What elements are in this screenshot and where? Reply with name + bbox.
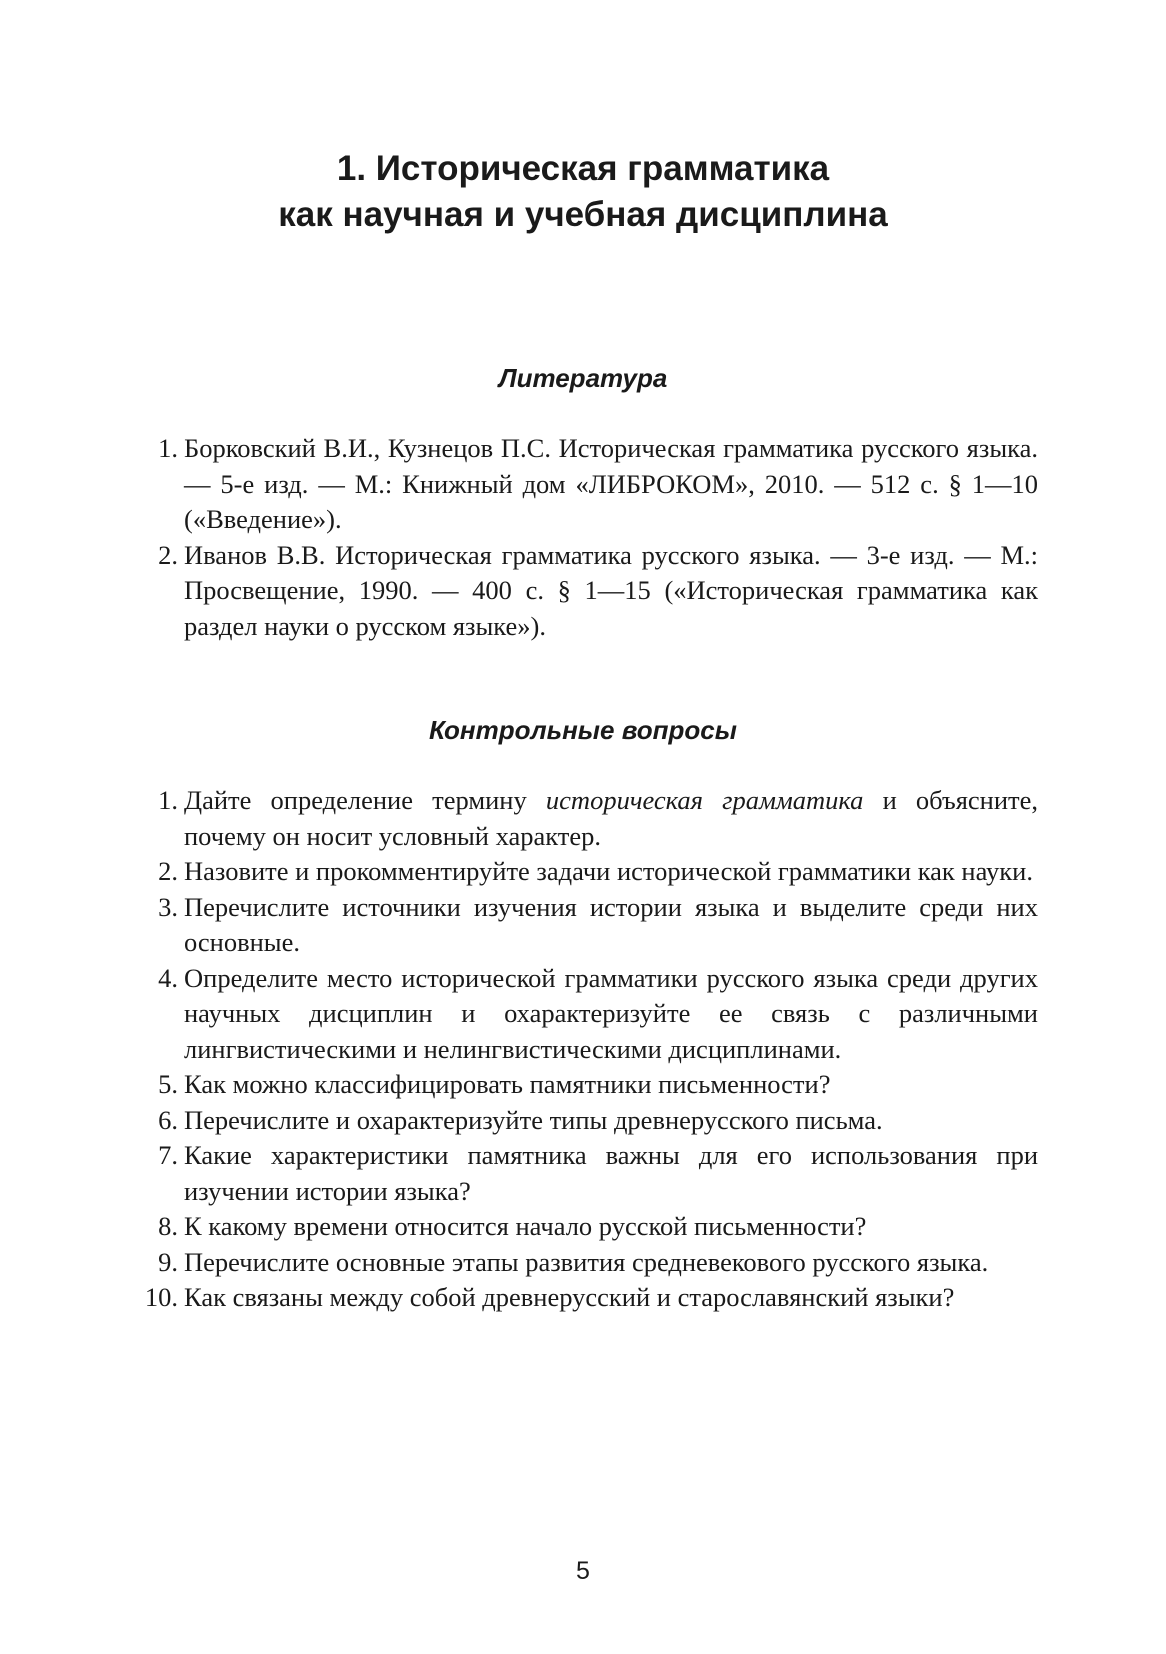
- question-text: Какие характеристики памятника важны для его использования при изучении истории языка?: [184, 1140, 1038, 1206]
- question-item: [150, 890, 1038, 961]
- question-item: [150, 783, 1038, 854]
- literature-item: [150, 538, 1038, 645]
- question-text: К какому времени относится начало русской письменности?: [184, 1211, 867, 1241]
- question-number: 10.: [144, 1282, 178, 1312]
- question-text: Назовите и прокомментируйте задачи исторической грамматики как науки.: [184, 856, 1033, 886]
- question-item: [144, 1280, 1038, 1316]
- literature-list: [150, 431, 1038, 644]
- literature-item-number: 2.: [158, 539, 178, 570]
- question-item: [150, 1067, 1038, 1103]
- question-text: Определите место исторической грамматики русского языка среди других научных дисциплин и охарактеризуйте ее связь с различными лингвистическими и нелингвистическими дисциплинами.: [184, 962, 1038, 1064]
- question-item: [150, 1103, 1038, 1139]
- question-number: 6.: [158, 1104, 178, 1135]
- question-text-before: Дайте определение термину: [184, 785, 546, 815]
- question-term-italic: историческая грамматика: [545, 785, 864, 815]
- question-item: [150, 1209, 1038, 1245]
- question-text: Перечислите и охарактеризуйте типы древнерусского письма.: [184, 1104, 883, 1135]
- question-text: Как можно классифицировать памятники письменности?: [184, 1069, 831, 1099]
- questions-heading: Контрольные вопросы: [429, 715, 737, 745]
- chapter-title: [0, 146, 1166, 238]
- question-number: 2.: [158, 856, 178, 886]
- question-number: 5.: [158, 1069, 178, 1099]
- question-number: 4.: [158, 962, 178, 993]
- question-item: [150, 1138, 1038, 1209]
- question-number: 1.: [158, 785, 178, 815]
- question-text: [180, 783, 1038, 854]
- question-text: Перечислите основные этапы развития средневекового русского языка.: [184, 1246, 989, 1277]
- question-text: Как связаны между собой древнерусский и старославянский языки?: [184, 1282, 955, 1312]
- question-number: 9.: [158, 1246, 178, 1277]
- chapter-title-line-2: как научная и учебная дисциплина: [278, 195, 888, 234]
- page-number: 5: [576, 1557, 590, 1585]
- question-number: 3.: [158, 891, 178, 922]
- question-number: 7.: [158, 1140, 178, 1170]
- literature-item-number: 1.: [158, 433, 178, 463]
- question-item: [150, 854, 1038, 890]
- chapter-title-line-1: 1. Историческая грамматика: [336, 149, 830, 188]
- question-number: 8.: [158, 1211, 178, 1241]
- literature-item-text: Борковский В.И., Кузнецов П.С. Историческая грамматика русского языка. — 5-е изд. — М.: Книжный дом «ЛИБРОКОМ», 2010. — 512 с. § 1—10 («Введение»).: [184, 433, 1038, 534]
- question-item: [150, 961, 1038, 1068]
- question-item: [150, 1245, 1038, 1281]
- literature-item-text: Иванов В.В. Историческая грамматика русского языка. — 3-е изд. — М.: Просвещение, 1990. — 400 с. § 1—15 («Историческая грамматика как раздел науки о русском языке»).: [184, 539, 1038, 641]
- question-text-after: и объясните, почему он носит условный характер.: [184, 785, 1038, 851]
- literature-item: [150, 431, 1038, 538]
- question-text: Перечислите источники изучения истории языка и выделите среди них основные.: [184, 891, 1038, 957]
- literature-heading: Литература: [498, 363, 668, 393]
- questions-list: [144, 783, 1038, 1316]
